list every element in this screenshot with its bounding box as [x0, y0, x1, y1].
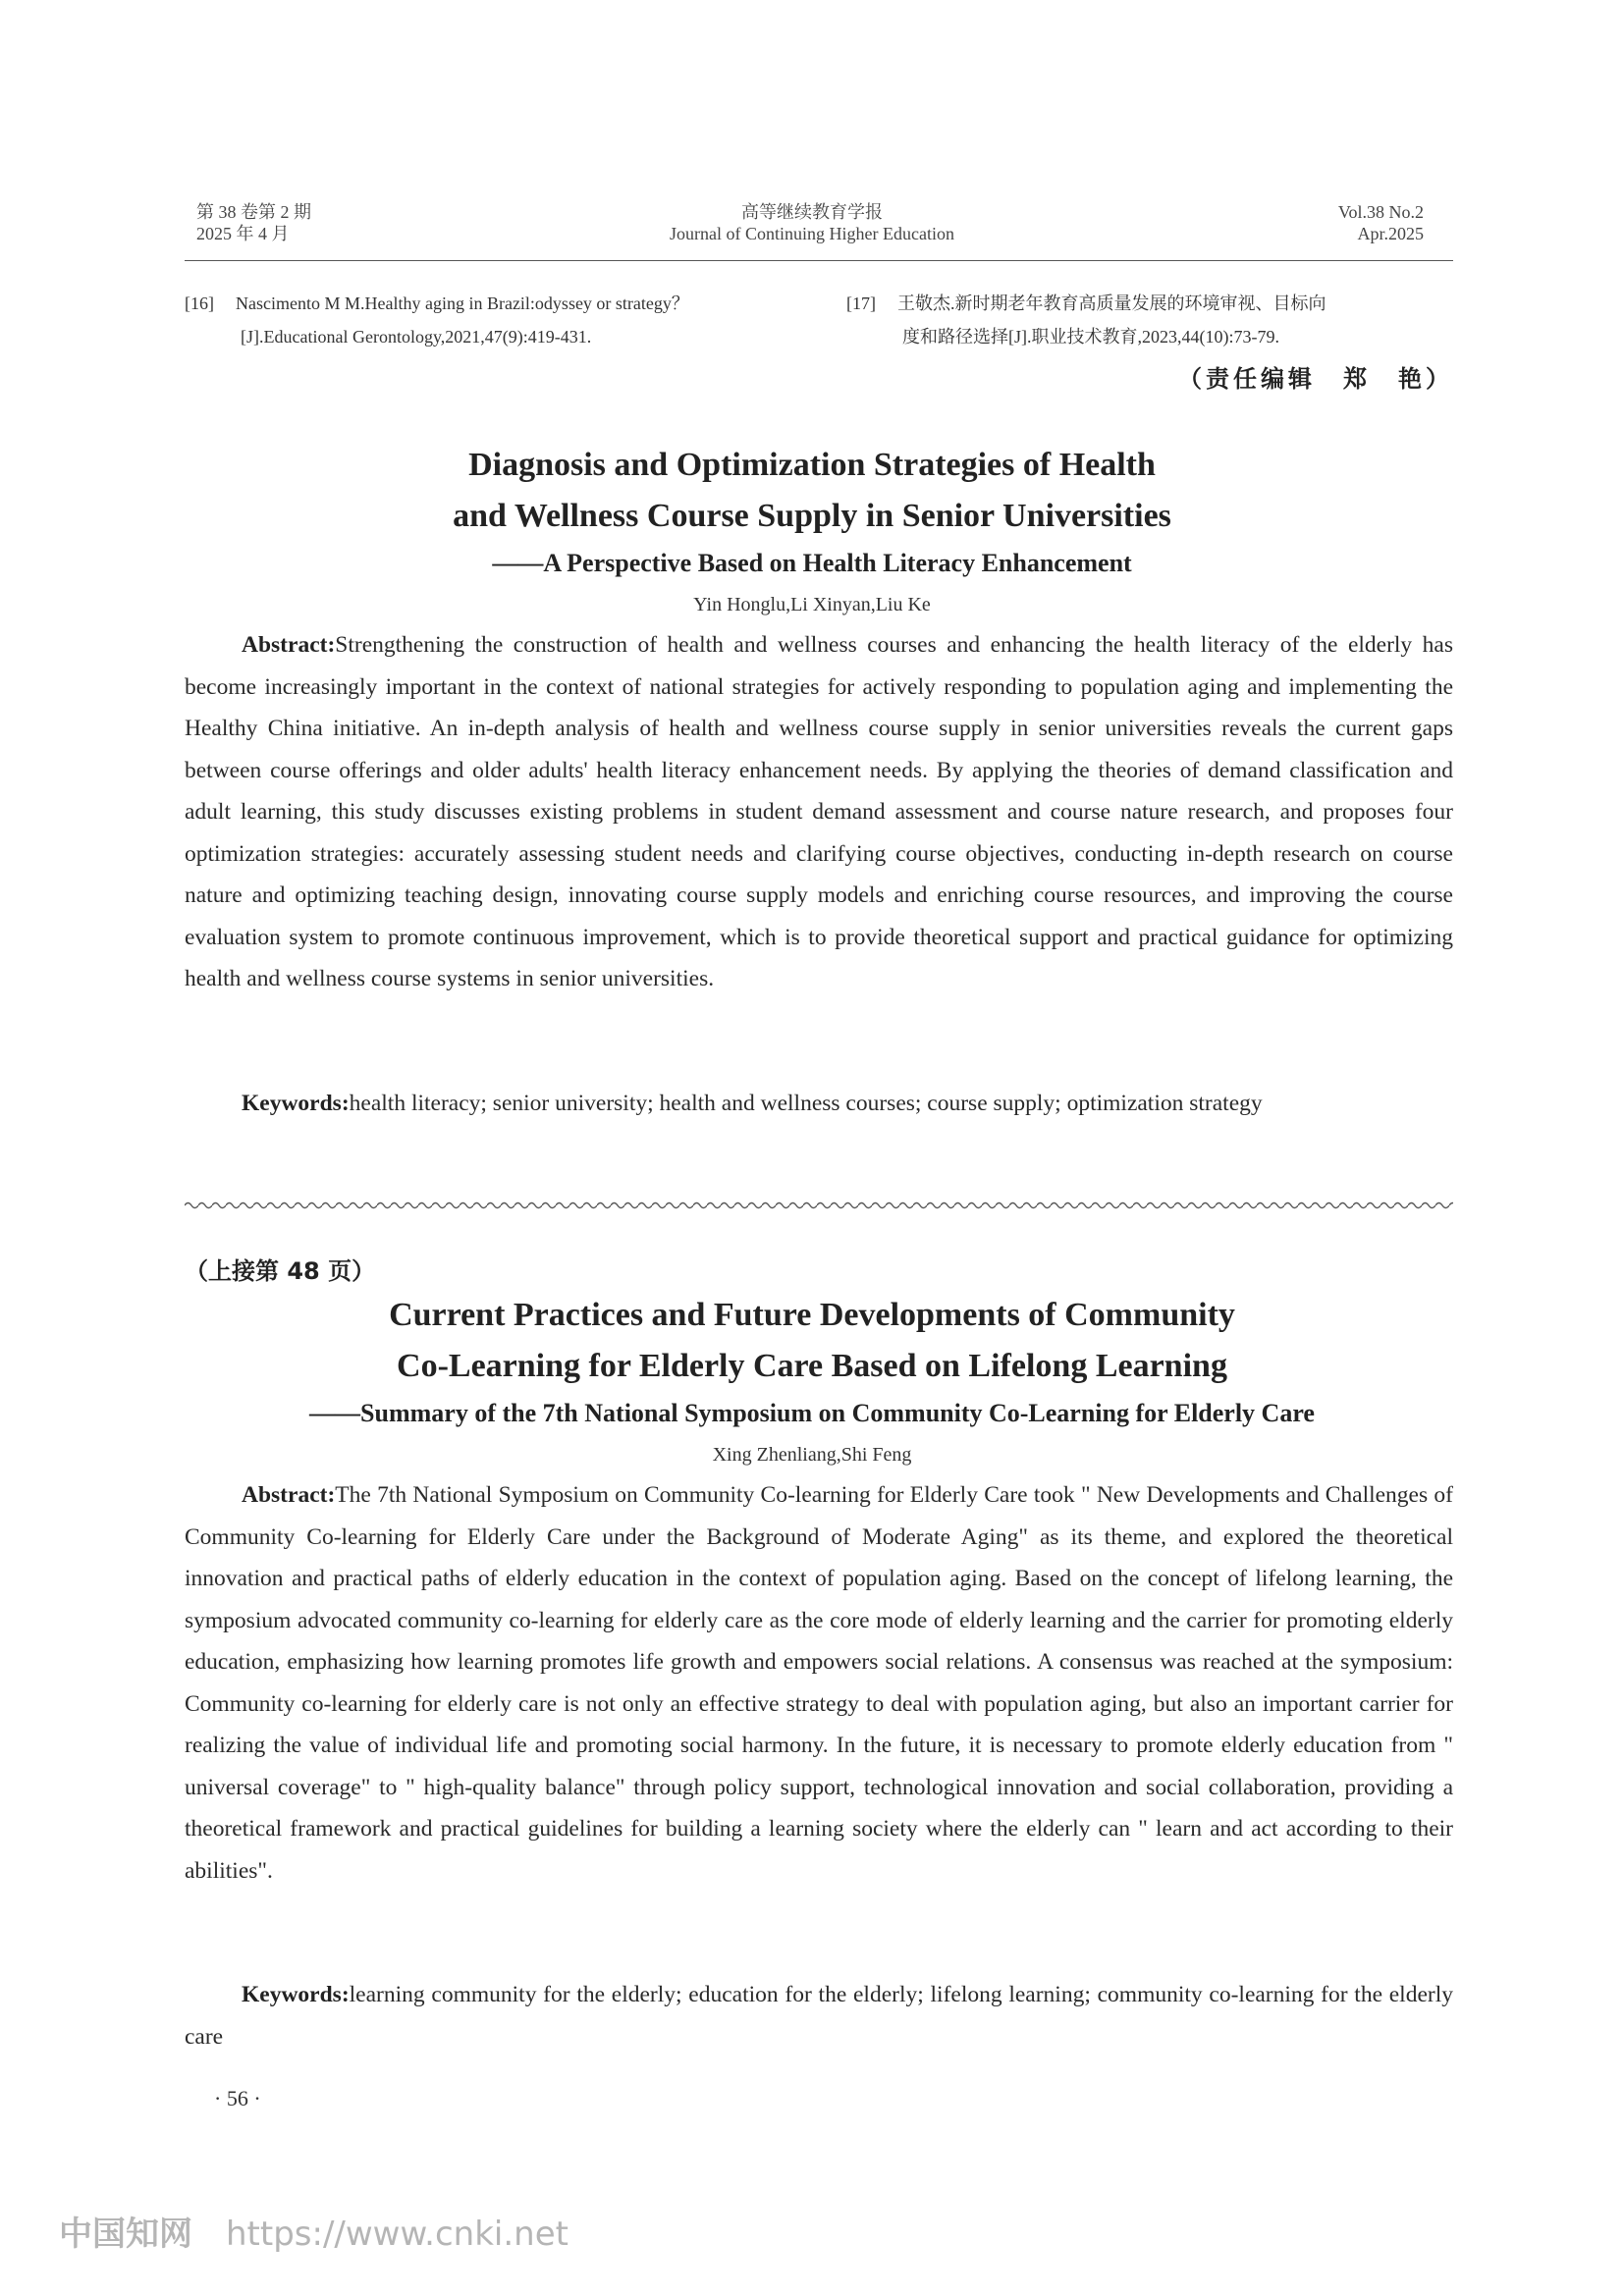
reference-16	[185, 287, 813, 353]
reference-number: [16]	[185, 294, 214, 313]
keywords-label: Keywords:	[242, 1982, 350, 2007]
keywords-label: Keywords:	[242, 1091, 350, 1116]
article2-title-line1: Current Practices and Future Developments of Community	[389, 1297, 1235, 1333]
article1-keywords	[185, 1083, 1453, 1125]
article1-authors: Yin Honglu,Li Xinyan,Liu Ke	[693, 594, 931, 615]
date-en: Apr.2025	[1357, 224, 1424, 243]
journal-name-en: Journal of Continuing Higher Education	[670, 224, 954, 243]
article2-title	[0, 1290, 1624, 1392]
abstract-text: The 7th National Symposium on Community Co-learning for Elderly Care took " New Developments and Challenges of Community Co-learning for Elderly Care under the Background of Moderate Aging" as its theme, and explored the theoretical innovation and practical paths of elderly education in the context of population aging. Based on the concept of lifelong learning, the symposium advocated community co-learning for elderly care as the core mode of elderly learning and the carrier for promoting elderly education, emphasizing how learning promotes life growth and empowers social relations. A consensus was reached at the symposium: Community co-learning for elderly care is not only an effective strategy to deal with population aging, but also an important carrier for realizing the value of individual life and promoting social harmony. In the future, it is necessary to promote elderly education from " universal coverage" to " high-quality balance" through policy support, technological innovation and social collaboration, providing a theoretical framework and practical guidelines for building a learning society where the elderly can " learn and act according to their abilities".	[185, 1482, 1453, 1884]
abstract-text: Strengthening the construction of health and wellness courses and enhancing the health literacy of the elderly has become increasingly important in the context of national strategies for actively responding to population aging and implementing the Healthy China initiative. An in-depth analysis of health and wellness course supply in senior universities reveals the current gaps between course offerings and older adults' health literacy enhancement needs. By applying the theories of demand classification and adult learning, this study discusses existing problems in student demand assessment and course nature research, and proposes four optimization strategies: accurately assessing student needs and clarifying course objectives, conducting in-depth research on course nature and optimizing teaching design, innovating course supply models and enriching course resources, and improving the course evaluation system to promote continuous improvement, which is to provide theoretical support and practical guidance for optimizing health and wellness course systems in senior universities.	[185, 632, 1453, 991]
volume-issue-cn: 第 38 卷第 2 期	[196, 202, 311, 222]
reference-text-line1: Nascimento M M.Healthy aging in Brazil:odyssey or strategy？	[236, 294, 689, 313]
article1-abstract	[185, 624, 1453, 1000]
article1-title-line2: and Wellness Course Supply in Senior Universities	[453, 498, 1171, 534]
reference-17	[846, 287, 1455, 353]
article1-subtitle: ——A Perspective Based on Health Literacy Enhancement	[492, 549, 1132, 577]
responsible-editor: （责任编辑 郑 艳）	[1178, 365, 1453, 393]
abstract-label: Abstract:	[242, 1482, 336, 1508]
reference-number: [17]	[846, 294, 876, 313]
journal-volume-issue-en	[1178, 201, 1424, 244]
article2-keywords	[185, 1974, 1453, 2057]
article1-title	[0, 440, 1624, 542]
journal-name-cn: 高等继续教育学报	[741, 202, 883, 222]
volume-issue-en: Vol.38 No.2	[1337, 202, 1424, 222]
article2-authors: Xing Zhenliang,Shi Feng	[712, 1444, 912, 1466]
reference-text-line2: [J].Educational Gerontology,2021,47(9):419-431.	[241, 327, 592, 347]
date-cn: 2025 年 4 月	[196, 224, 290, 243]
abstract-label: Abstract:	[242, 632, 336, 658]
wavy-separator	[185, 1199, 1453, 1212]
article2-abstract	[185, 1474, 1453, 1892]
article2-title-line2: Co-Learning for Elderly Care Based on Lifelong Learning	[397, 1348, 1227, 1384]
reference-text-line1: 王敬杰.新时期老年教育高质量发展的环境审视、目标向	[897, 294, 1326, 313]
article2-subtitle: ——Summary of the 7th National Symposium on Community Co-Learning for Elderly Care	[309, 1399, 1315, 1427]
page-number: · 56 ·	[214, 2086, 261, 2110]
header-rule	[185, 260, 1453, 261]
article1-title-line1: Diagnosis and Optimization Strategies of Health	[468, 447, 1156, 483]
cnki-url[interactable]: https://www.cnki.net	[226, 2215, 568, 2254]
continued-from-page: （上接第 48 页）	[185, 1257, 376, 1285]
keywords-text: learning community for the elderly; education for the elderly; lifelong learning; community co-learning for the elderly care	[185, 1982, 1453, 2050]
cnki-watermark	[59, 2207, 568, 2255]
reference-text-line2: 度和路径选择[J].职业技术教育,2023,44(10):73-79.	[902, 327, 1279, 347]
cnki-logo-text: 中国知网	[59, 2215, 192, 2254]
keywords-text: health literacy; senior university; health and wellness courses; course supply; optimization strategy	[349, 1091, 1263, 1116]
